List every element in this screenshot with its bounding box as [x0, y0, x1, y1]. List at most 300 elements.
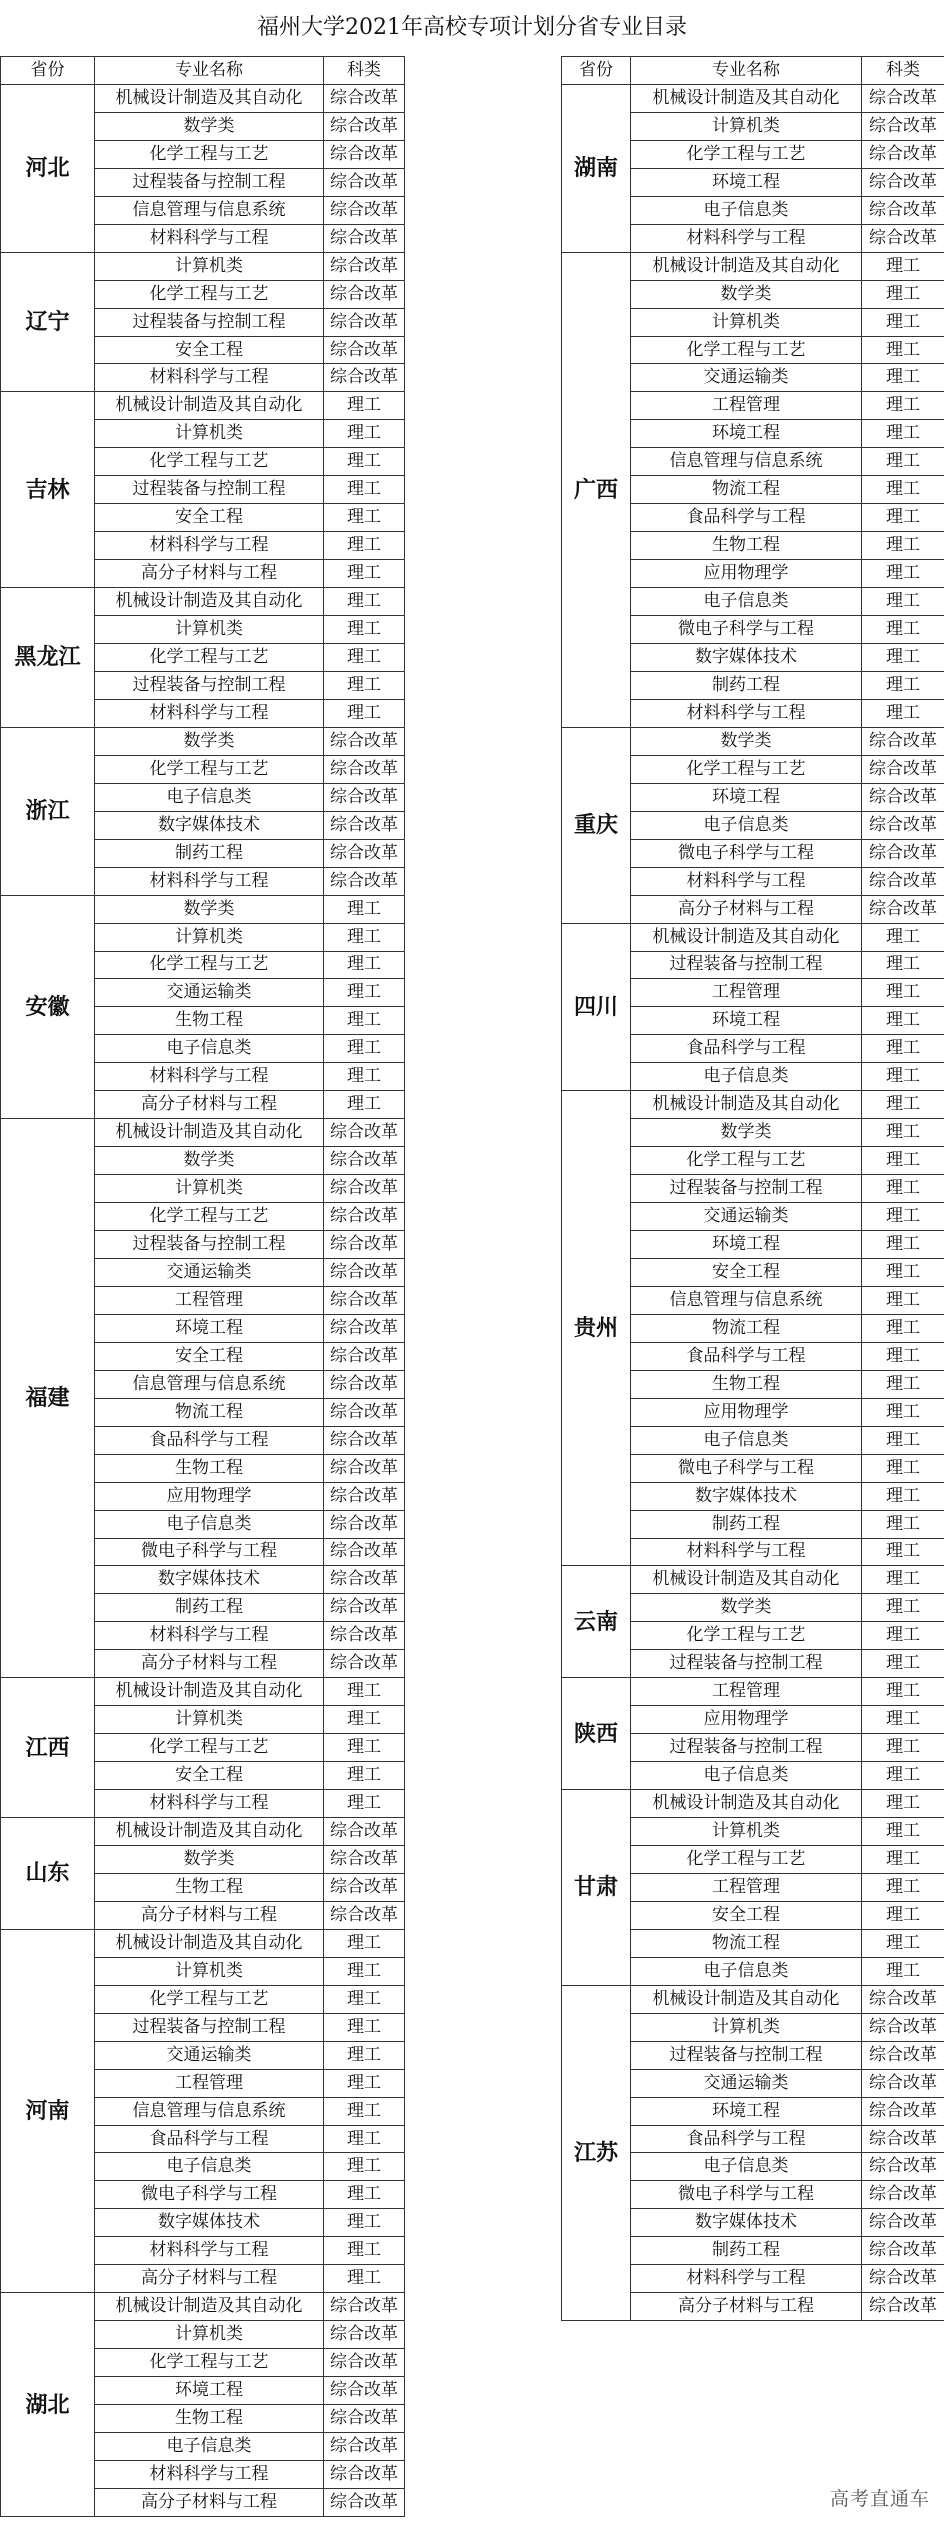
major-cell: 电子信息类: [631, 1426, 862, 1454]
major-cell: 高分子材料与工程: [631, 2293, 862, 2321]
table-row: [562, 84, 944, 112]
category-cell: 综合改革: [324, 1482, 405, 1510]
category-cell: 综合改革: [324, 1650, 405, 1678]
category-cell: 综合改革: [324, 308, 405, 336]
category-cell: 综合改革: [324, 2293, 405, 2321]
major-cell: 应用物理学: [631, 560, 862, 588]
category-cell: 综合改革: [324, 1175, 405, 1203]
category-cell: 理工: [324, 644, 405, 672]
major-cell: 应用物理学: [631, 1398, 862, 1426]
major-cell: 高分子材料与工程: [95, 1901, 324, 1929]
major-cell: 化学工程与工艺: [95, 280, 324, 308]
category-cell: 综合改革: [324, 1846, 405, 1874]
major-cell: 材料科学与工程: [95, 2460, 324, 2488]
major-cell: 制药工程: [631, 1510, 862, 1538]
major-cell: 安全工程: [631, 1258, 862, 1286]
major-cell: 交通运输类: [631, 1203, 862, 1231]
header-province: 省份: [1, 57, 95, 85]
major-cell: 机械设计制造及其自动化: [95, 1678, 324, 1706]
major-cell: 电子信息类: [95, 1035, 324, 1063]
category-cell: 综合改革: [324, 839, 405, 867]
major-cell: 数学类: [631, 1594, 862, 1622]
major-cell: 化学工程与工艺: [95, 644, 324, 672]
major-cell: 电子信息类: [95, 2433, 324, 2461]
category-cell: 理工: [862, 1566, 944, 1594]
category-cell: 综合改革: [324, 1818, 405, 1846]
category-cell: 理工: [862, 1398, 944, 1426]
category-cell: 综合改革: [862, 2209, 944, 2237]
category-cell: 理工: [862, 1035, 944, 1063]
category-cell: 综合改革: [862, 839, 944, 867]
major-cell: 化学工程与工艺: [95, 2349, 324, 2377]
province-cell: 山东: [1, 1818, 95, 1930]
category-cell: 综合改革: [324, 2488, 405, 2516]
major-cell: 机械设计制造及其自动化: [631, 1566, 862, 1594]
category-cell: 综合改革: [324, 2405, 405, 2433]
category-cell: 理工: [862, 1901, 944, 1929]
category-cell: 理工: [862, 1957, 944, 1985]
major-cell: 机械设计制造及其自动化: [631, 1790, 862, 1818]
province-cell: 浙江: [1, 727, 95, 895]
category-cell: 综合改革: [324, 1566, 405, 1594]
category-cell: 理工: [862, 1762, 944, 1790]
major-cell: 交通运输类: [95, 979, 324, 1007]
category-cell: 理工: [324, 532, 405, 560]
major-cell: 电子信息类: [631, 1762, 862, 1790]
category-cell: 理工: [862, 1091, 944, 1119]
category-cell: 理工: [324, 699, 405, 727]
major-cell: 化学工程与工艺: [95, 448, 324, 476]
major-cell: 安全工程: [631, 1901, 862, 1929]
category-cell: 理工: [862, 1594, 944, 1622]
category-cell: 理工: [862, 1370, 944, 1398]
major-cell: 材料科学与工程: [95, 1622, 324, 1650]
category-cell: 理工: [324, 448, 405, 476]
major-cell: 信息管理与信息系统: [631, 1286, 862, 1314]
major-cell: 计算机类: [631, 112, 862, 140]
category-cell: 综合改革: [324, 336, 405, 364]
major-cell: 物流工程: [631, 476, 862, 504]
category-cell: 理工: [324, 895, 405, 923]
category-cell: 综合改革: [324, 1119, 405, 1147]
category-cell: 理工: [324, 1678, 405, 1706]
major-cell: 安全工程: [95, 504, 324, 532]
category-cell: 理工: [862, 699, 944, 727]
province-cell: 辽宁: [1, 252, 95, 392]
major-cell: 工程管理: [631, 979, 862, 1007]
major-cell: 计算机类: [95, 1957, 324, 1985]
major-cell: 物流工程: [631, 1314, 862, 1342]
category-cell: 理工: [862, 979, 944, 1007]
category-cell: 综合改革: [324, 84, 405, 112]
major-cell: 环境工程: [631, 420, 862, 448]
category-cell: 理工: [862, 476, 944, 504]
table-row: [562, 727, 944, 755]
major-cell: 材料科学与工程: [95, 1790, 324, 1818]
major-cell: 机械设计制造及其自动化: [95, 588, 324, 616]
major-cell: 过程装备与控制工程: [95, 168, 324, 196]
watermark: 高考直通车: [829, 2488, 930, 2510]
right-table: [561, 56, 944, 2321]
category-cell: 理工: [862, 1818, 944, 1846]
header-category: 科类: [862, 57, 944, 85]
major-cell: 信息管理与信息系统: [631, 448, 862, 476]
major-cell: 计算机类: [95, 252, 324, 280]
category-cell: 理工: [862, 1510, 944, 1538]
major-cell: 高分子材料与工程: [95, 2488, 324, 2516]
category-cell: 理工: [862, 1650, 944, 1678]
major-cell: 制药工程: [95, 839, 324, 867]
major-cell: 电子信息类: [631, 2153, 862, 2181]
category-cell: 综合改革: [324, 2460, 405, 2488]
category-cell: 理工: [324, 2153, 405, 2181]
province-cell: 四川: [562, 923, 631, 1091]
province-cell: 湖南: [562, 84, 631, 252]
province-cell: 云南: [562, 1566, 631, 1678]
table-row: [562, 1091, 944, 1119]
major-cell: 数字媒体技术: [95, 811, 324, 839]
category-cell: 理工: [862, 252, 944, 280]
category-cell: 理工: [862, 644, 944, 672]
category-cell: 理工: [324, 1007, 405, 1035]
category-cell: 综合改革: [324, 1901, 405, 1929]
major-cell: 数学类: [95, 1147, 324, 1175]
header-province: 省份: [562, 57, 631, 85]
major-cell: 微电子科学与工程: [631, 839, 862, 867]
major-cell: 电子信息类: [95, 2153, 324, 2181]
major-cell: 高分子材料与工程: [95, 1650, 324, 1678]
category-cell: 综合改革: [324, 280, 405, 308]
category-cell: 综合改革: [862, 2069, 944, 2097]
category-cell: 综合改革: [862, 1985, 944, 2013]
major-cell: 生物工程: [95, 1454, 324, 1482]
major-cell: 过程装备与控制工程: [631, 1650, 862, 1678]
major-cell: 安全工程: [95, 1342, 324, 1370]
major-cell: 材料科学与工程: [95, 224, 324, 252]
category-cell: 综合改革: [324, 1203, 405, 1231]
header-category: 科类: [324, 57, 405, 85]
major-cell: 材料科学与工程: [631, 224, 862, 252]
major-cell: 机械设计制造及其自动化: [95, 392, 324, 420]
category-cell: 综合改革: [862, 168, 944, 196]
category-cell: 综合改革: [324, 364, 405, 392]
category-cell: 综合改革: [862, 783, 944, 811]
major-cell: 微电子科学与工程: [631, 1454, 862, 1482]
province-cell: 吉林: [1, 392, 95, 588]
province-cell: 河南: [1, 1929, 95, 2292]
major-cell: 机械设计制造及其自动化: [631, 252, 862, 280]
category-cell: 综合改革: [862, 2097, 944, 2125]
category-cell: 理工: [862, 1063, 944, 1091]
major-cell: 材料科学与工程: [631, 2265, 862, 2293]
province-cell: 重庆: [562, 727, 631, 923]
table-row: [562, 1566, 944, 1594]
major-cell: 食品科学与工程: [631, 2125, 862, 2153]
major-cell: 过程装备与控制工程: [95, 671, 324, 699]
major-cell: 工程管理: [631, 392, 862, 420]
category-cell: 理工: [324, 2097, 405, 2125]
province-cell: 江苏: [562, 1985, 631, 2320]
major-cell: 化学工程与工艺: [631, 1622, 862, 1650]
category-cell: 综合改革: [324, 1426, 405, 1454]
table-row: [1, 392, 405, 420]
category-cell: 理工: [862, 671, 944, 699]
major-cell: 交通运输类: [95, 2041, 324, 2069]
category-cell: 理工: [862, 1846, 944, 1874]
category-cell: 综合改革: [324, 1231, 405, 1259]
major-cell: 数字媒体技术: [95, 1566, 324, 1594]
category-cell: 理工: [862, 1175, 944, 1203]
category-cell: 理工: [862, 951, 944, 979]
category-cell: 综合改革: [324, 1538, 405, 1566]
category-cell: 综合改革: [862, 2293, 944, 2321]
category-cell: 理工: [324, 2181, 405, 2209]
major-cell: 环境工程: [95, 1314, 324, 1342]
category-cell: 综合改革: [324, 1622, 405, 1650]
category-cell: 综合改革: [862, 2237, 944, 2265]
table-row: [1, 588, 405, 616]
major-cell: 制药工程: [631, 671, 862, 699]
major-cell: 机械设计制造及其自动化: [631, 1091, 862, 1119]
category-cell: 理工: [862, 560, 944, 588]
table-header-row: [562, 57, 944, 85]
category-cell: 综合改革: [862, 2013, 944, 2041]
province-cell: 黑龙江: [1, 588, 95, 728]
major-cell: 交通运输类: [631, 364, 862, 392]
category-cell: 理工: [862, 1119, 944, 1147]
category-cell: 理工: [324, 1762, 405, 1790]
major-cell: 数学类: [631, 280, 862, 308]
major-cell: 计算机类: [95, 1175, 324, 1203]
category-cell: 理工: [862, 1482, 944, 1510]
major-cell: 计算机类: [95, 616, 324, 644]
major-cell: 物流工程: [95, 1398, 324, 1426]
major-cell: 材料科学与工程: [95, 699, 324, 727]
category-cell: 理工: [324, 1929, 405, 1957]
province-cell: 安徽: [1, 895, 95, 1119]
category-cell: 理工: [324, 2069, 405, 2097]
major-cell: 机械设计制造及其自动化: [631, 923, 862, 951]
major-cell: 化学工程与工艺: [95, 1203, 324, 1231]
category-cell: 综合改革: [324, 2433, 405, 2461]
major-cell: 数字媒体技术: [631, 1482, 862, 1510]
major-cell: 物流工程: [631, 1929, 862, 1957]
category-cell: 综合改革: [862, 2265, 944, 2293]
category-cell: 综合改革: [862, 2125, 944, 2153]
category-cell: 综合改革: [862, 140, 944, 168]
major-cell: 电子信息类: [631, 1063, 862, 1091]
category-cell: 综合改革: [324, 252, 405, 280]
major-cell: 机械设计制造及其自动化: [631, 1985, 862, 2013]
major-cell: 材料科学与工程: [95, 364, 324, 392]
major-cell: 过程装备与控制工程: [631, 2041, 862, 2069]
major-cell: 高分子材料与工程: [95, 2265, 324, 2293]
table-row: [1, 895, 405, 923]
major-cell: 过程装备与控制工程: [95, 308, 324, 336]
major-cell: 电子信息类: [631, 1957, 862, 1985]
category-cell: 理工: [862, 1007, 944, 1035]
category-cell: 综合改革: [324, 1147, 405, 1175]
category-cell: 综合改革: [862, 2041, 944, 2069]
category-cell: 综合改革: [324, 224, 405, 252]
category-cell: 综合改革: [324, 1510, 405, 1538]
category-cell: 综合改革: [324, 867, 405, 895]
category-cell: 综合改革: [324, 811, 405, 839]
major-cell: 材料科学与工程: [95, 532, 324, 560]
category-cell: 理工: [324, 951, 405, 979]
major-cell: 过程装备与控制工程: [95, 476, 324, 504]
major-cell: 微电子科学与工程: [631, 2181, 862, 2209]
major-cell: 环境工程: [631, 783, 862, 811]
major-cell: 生物工程: [95, 2405, 324, 2433]
category-cell: 理工: [324, 1790, 405, 1818]
major-cell: 交通运输类: [95, 1258, 324, 1286]
major-cell: 化学工程与工艺: [95, 951, 324, 979]
category-cell: 理工: [862, 588, 944, 616]
major-cell: 数学类: [95, 1846, 324, 1874]
category-cell: 理工: [324, 560, 405, 588]
major-cell: 生物工程: [631, 532, 862, 560]
major-cell: 高分子材料与工程: [95, 1091, 324, 1119]
category-cell: 综合改革: [862, 2181, 944, 2209]
major-cell: 过程装备与控制工程: [631, 951, 862, 979]
category-cell: 理工: [324, 1706, 405, 1734]
major-cell: 食品科学与工程: [95, 2125, 324, 2153]
category-cell: 理工: [324, 1985, 405, 2013]
major-cell: 电子信息类: [631, 811, 862, 839]
category-cell: 综合改革: [324, 1258, 405, 1286]
major-cell: 高分子材料与工程: [631, 895, 862, 923]
major-cell: 过程装备与控制工程: [95, 1231, 324, 1259]
major-cell: 数字媒体技术: [631, 2209, 862, 2237]
category-cell: 综合改革: [862, 84, 944, 112]
category-cell: 理工: [324, 588, 405, 616]
category-cell: 理工: [324, 392, 405, 420]
major-cell: 过程装备与控制工程: [631, 1734, 862, 1762]
major-cell: 化学工程与工艺: [95, 1734, 324, 1762]
category-cell: 理工: [862, 1929, 944, 1957]
category-cell: 理工: [324, 1957, 405, 1985]
major-cell: 制药工程: [95, 1594, 324, 1622]
province-cell: 河北: [1, 84, 95, 252]
category-cell: 理工: [862, 392, 944, 420]
major-cell: 交通运输类: [631, 2069, 862, 2097]
table-row: [1, 1818, 405, 1846]
table-row: [1, 252, 405, 280]
header-major: 专业名称: [95, 57, 324, 85]
category-cell: 理工: [324, 2041, 405, 2069]
category-cell: 综合改革: [862, 2153, 944, 2181]
major-cell: 数学类: [631, 727, 862, 755]
table-row: [1, 1929, 405, 1957]
major-cell: 环境工程: [95, 2377, 324, 2405]
major-cell: 机械设计制造及其自动化: [95, 1929, 324, 1957]
province-cell: 陕西: [562, 1678, 631, 1790]
major-cell: 化学工程与工艺: [631, 755, 862, 783]
category-cell: 综合改革: [324, 2377, 405, 2405]
category-cell: 综合改革: [862, 755, 944, 783]
major-cell: 高分子材料与工程: [95, 560, 324, 588]
province-cell: 甘肃: [562, 1790, 631, 1986]
category-cell: 理工: [862, 364, 944, 392]
major-cell: 化学工程与工艺: [631, 140, 862, 168]
table-row: [562, 923, 944, 951]
category-cell: 理工: [862, 1426, 944, 1454]
left-table: [0, 56, 405, 2517]
category-cell: 综合改革: [862, 811, 944, 839]
major-cell: 材料科学与工程: [95, 867, 324, 895]
category-cell: 理工: [862, 1203, 944, 1231]
major-cell: 计算机类: [631, 1818, 862, 1846]
table-row: [562, 1678, 944, 1706]
major-cell: 环境工程: [631, 168, 862, 196]
major-cell: 材料科学与工程: [631, 1538, 862, 1566]
major-cell: 机械设计制造及其自动化: [631, 84, 862, 112]
major-cell: 信息管理与信息系统: [95, 2097, 324, 2125]
category-cell: 综合改革: [324, 755, 405, 783]
major-cell: 数学类: [95, 112, 324, 140]
major-cell: 化学工程与工艺: [95, 140, 324, 168]
category-cell: 理工: [324, 1035, 405, 1063]
category-cell: 理工: [324, 2125, 405, 2153]
major-cell: 化学工程与工艺: [95, 755, 324, 783]
major-cell: 过程装备与控制工程: [95, 2013, 324, 2041]
category-cell: 理工: [862, 923, 944, 951]
category-cell: 理工: [324, 1091, 405, 1119]
major-cell: 电子信息类: [95, 783, 324, 811]
category-cell: 理工: [862, 1622, 944, 1650]
category-cell: 理工: [324, 979, 405, 1007]
table-row: [562, 1985, 944, 2013]
category-cell: 综合改革: [324, 196, 405, 224]
table-row: [562, 252, 944, 280]
category-cell: 理工: [862, 1147, 944, 1175]
category-cell: 综合改革: [324, 727, 405, 755]
major-cell: 计算机类: [95, 2321, 324, 2349]
major-cell: 应用物理学: [95, 1482, 324, 1510]
category-cell: 综合改革: [324, 1454, 405, 1482]
category-cell: 综合改革: [324, 168, 405, 196]
major-cell: 计算机类: [95, 923, 324, 951]
category-cell: 理工: [324, 504, 405, 532]
category-cell: 理工: [862, 280, 944, 308]
category-cell: 理工: [862, 336, 944, 364]
category-cell: 综合改革: [324, 112, 405, 140]
table-row: [1, 1119, 405, 1147]
table-row: [562, 1790, 944, 1818]
major-cell: 化学工程与工艺: [631, 1147, 862, 1175]
category-cell: 综合改革: [324, 1342, 405, 1370]
category-cell: 理工: [862, 1678, 944, 1706]
category-cell: 理工: [862, 1342, 944, 1370]
major-cell: 机械设计制造及其自动化: [95, 1119, 324, 1147]
major-cell: 机械设计制造及其自动化: [95, 84, 324, 112]
category-cell: 综合改革: [324, 2321, 405, 2349]
category-cell: 理工: [862, 1706, 944, 1734]
province-cell: 江西: [1, 1678, 95, 1818]
major-cell: 材料科学与工程: [95, 2237, 324, 2265]
category-cell: 综合改革: [862, 727, 944, 755]
major-cell: 化学工程与工艺: [631, 336, 862, 364]
major-cell: 工程管理: [631, 1873, 862, 1901]
major-cell: 食品科学与工程: [631, 504, 862, 532]
category-cell: 理工: [862, 1873, 944, 1901]
major-cell: 数字媒体技术: [95, 2209, 324, 2237]
major-cell: 应用物理学: [631, 1706, 862, 1734]
major-cell: 环境工程: [631, 1007, 862, 1035]
category-cell: 理工: [862, 420, 944, 448]
major-cell: 机械设计制造及其自动化: [95, 1818, 324, 1846]
